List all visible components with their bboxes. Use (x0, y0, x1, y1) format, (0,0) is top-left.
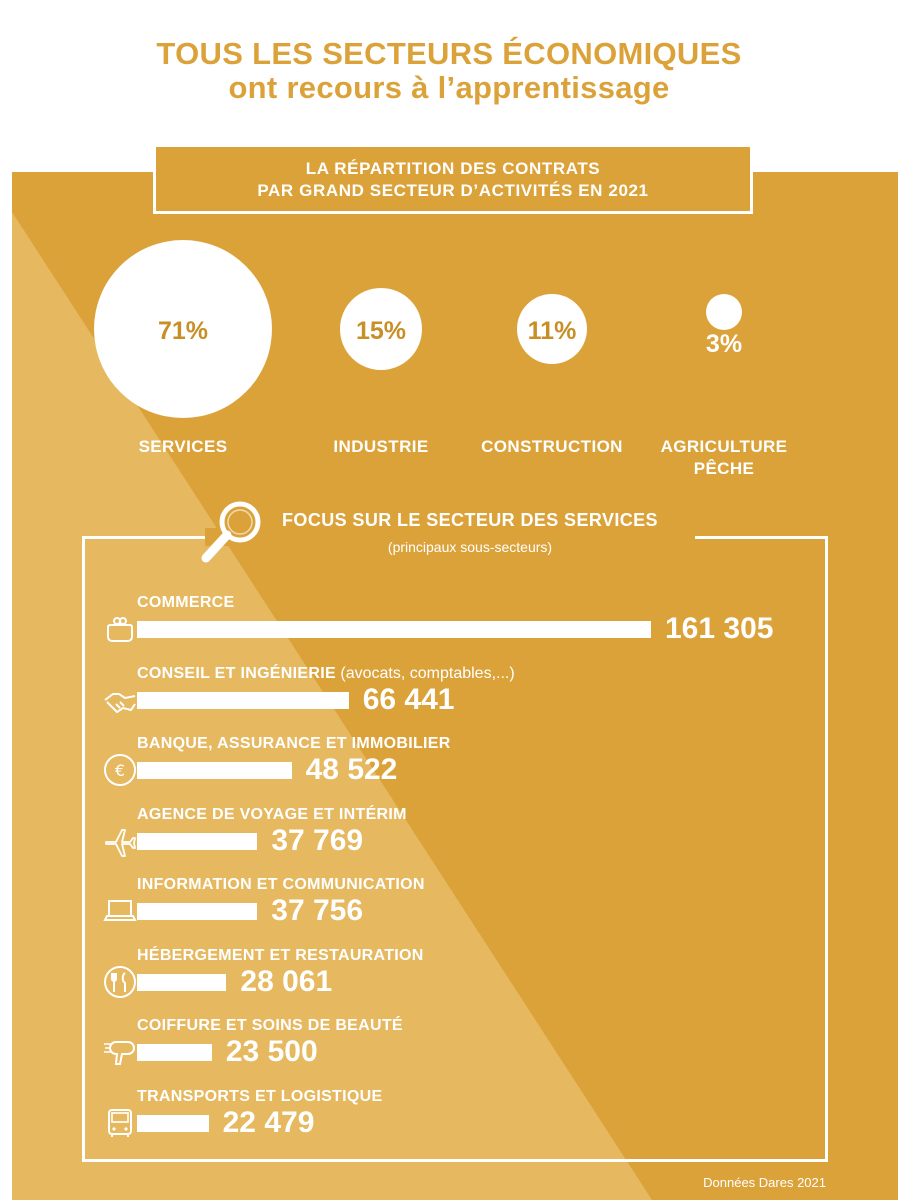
bubble-value-2: 15% (355, 317, 407, 345)
bar-value-1: 161 305 (665, 612, 774, 645)
subtitle-line2: PAR GRAND SECTEUR D’ACTIVITÉS EN 2021 (257, 181, 649, 200)
bus-icon (102, 1105, 138, 1141)
bar-4 (137, 833, 257, 850)
bar-3 (137, 762, 292, 779)
bubble-value-4: 3% (705, 330, 743, 358)
sector-label-3: CONSTRUCTION (481, 437, 623, 456)
airplane-icon (102, 823, 138, 859)
bar-category-note: (avocats, comptables,...) (335, 664, 515, 682)
bar-label-4 (137, 806, 407, 824)
bar-category: HÉBERGEMENT ET RESTAURATION (137, 946, 424, 964)
bar-7 (137, 1044, 212, 1061)
bar-label-2 (137, 665, 515, 683)
focus-subtitle: (principaux sous-secteurs) (387, 539, 553, 555)
bar-6 (137, 974, 226, 991)
distribution-subtitle-box (153, 144, 753, 214)
euro-icon (102, 752, 138, 788)
bar-category: TRANSPORTS ET LOGISTIQUE (137, 1087, 383, 1105)
bar-category: COMMERCE (137, 594, 235, 611)
bar-category: INFORMATION ET COMMUNICATION (137, 876, 425, 893)
cutlery-icon (102, 964, 138, 1000)
bar-2 (137, 692, 349, 709)
hairdryer-icon (102, 1034, 138, 1070)
sector-label-1: SERVICES (138, 437, 228, 456)
bubble-value-3: 11% (527, 317, 577, 345)
bar-value-6: 28 061 (240, 964, 333, 998)
purse-icon (102, 611, 138, 647)
bar-label-3 (137, 735, 451, 753)
bar-label-8 (137, 1088, 382, 1106)
bar-label-7 (137, 1017, 403, 1035)
bar-value-2: 66 441 (362, 682, 455, 716)
bar-label-1 (137, 594, 235, 612)
sector-label-2: INDUSTRIE (333, 437, 429, 456)
bar-label-5 (137, 876, 425, 894)
laptop-icon (102, 893, 138, 929)
bar-value-4: 37 769 (271, 823, 364, 857)
bar-value-5: 37 756 (271, 894, 364, 927)
bar-value-8: 22 479 (222, 1105, 315, 1139)
focus-title: FOCUS SUR LE SECTEUR DES SERVICES (282, 510, 658, 530)
bar-value-7: 23 500 (225, 1035, 318, 1068)
bar-label-6 (137, 947, 424, 965)
bar-1 (137, 621, 651, 638)
source-note: Données Dares 2021 (703, 1175, 826, 1190)
bar-value-3: 48 522 (305, 753, 398, 786)
page-subtitle: ont recours à l’apprentissage (228, 70, 670, 105)
bar-category: CONSEIL ET INGÉNIERIE (137, 664, 336, 682)
bar-8 (137, 1115, 209, 1132)
page-title: TOUS LES SECTEURS ÉCONOMIQUES (156, 36, 742, 71)
bar-5 (137, 903, 257, 920)
magnifier-icon (198, 496, 268, 568)
sector-label-4: AGRICULTURE PÊCHE (660, 437, 788, 478)
subtitle-line1: LA RÉPARTITION DES CONTRATS (305, 159, 601, 178)
bar-category: BANQUE, ASSURANCE ET IMMOBILIER (137, 735, 451, 752)
bubble-value-1: 71% (157, 317, 209, 345)
bar-category: COIFFURE ET SOINS DE BEAUTÉ (137, 1017, 403, 1034)
bar-category: AGENCE DE VOYAGE ET INTÉRIM (137, 805, 407, 823)
svg-text:€: € (114, 761, 126, 780)
handshake-icon (102, 682, 138, 718)
